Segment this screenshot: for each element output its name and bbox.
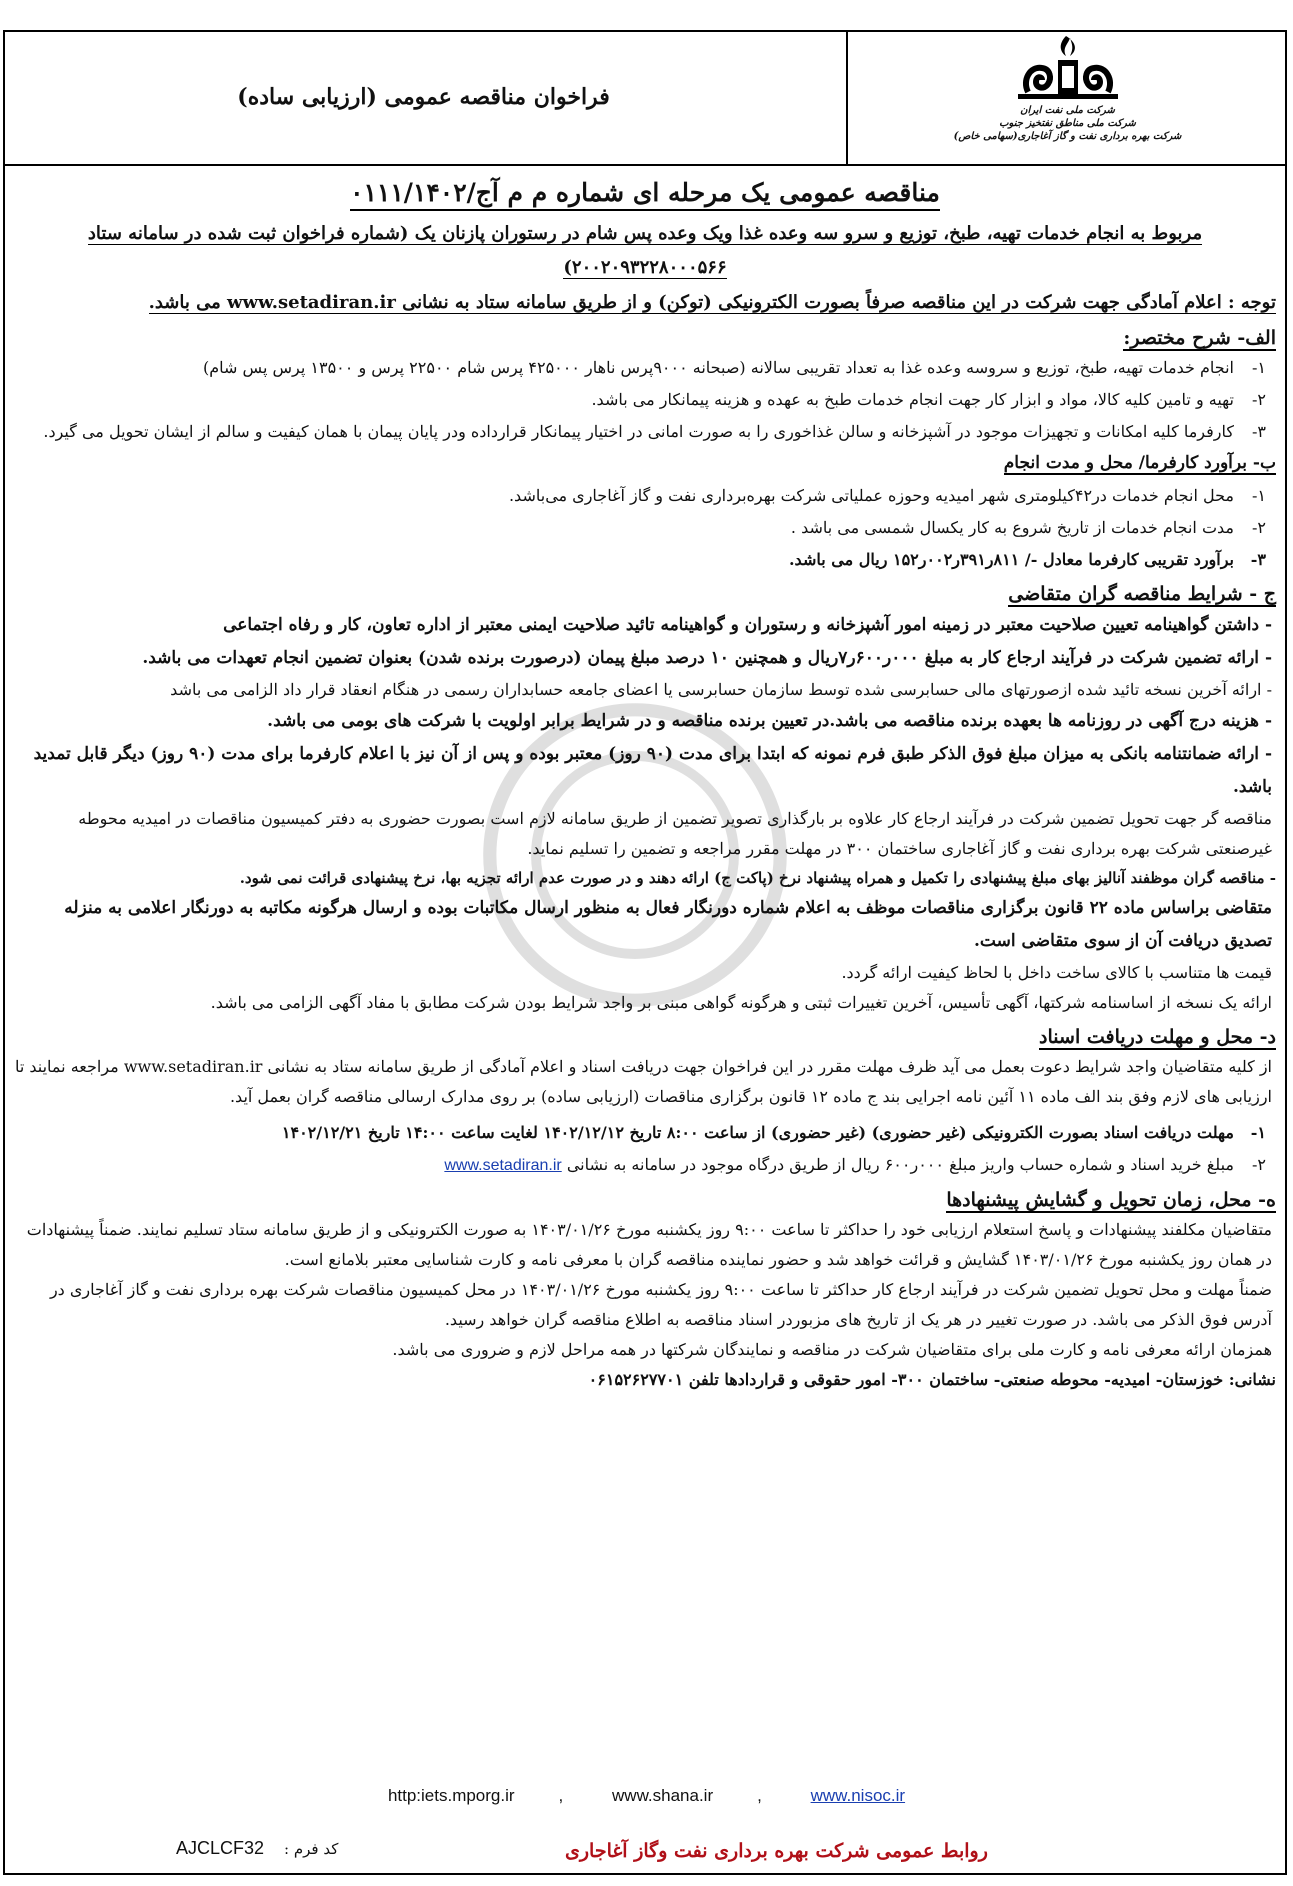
section-e-paragraph: ضمناً مهلت و محل تحویل تضمین شرکت در فرآیند ارجاع کار حداکثر تا ساعت ۹:۰۰ روز یکشنبه مورخ ۱۴۰۳/۰۱/۲۶ در محل کمیسیون مناقصات شرکت بهره برداری نفت و گاز آغاجاری در آدرس فوق الذکر می باشد. در صورت تغییر در هر یک از تاریخ های مزبوردر اسناد مناقصه به اطلاع مناقصه گران خواهد رسید. xyxy=(49,1280,1272,1329)
form-code-label: کد فرم : xyxy=(284,1840,339,1858)
section-e-paragraph: همزمان ارائه معرفی نامه و کارت ملی برای متقاضیان شرکت در مناقصه و نمایندگان شرکتها در همه مراحل لازم و ضروری می باشد. xyxy=(392,1340,1272,1359)
condition-line: - داشتن گواهینامه تعیین صلاحیت معتبر در زمینه امور آشپزخانه و رستوران و گواهینامه تائید صلاحیت ایمنی معتبر از اداره تعاون، کار و رفاه اجتماعی xyxy=(223,615,1272,635)
tender-subject: مربوط به انجام خدمات تهیه، طبخ، توزیع و سرو سه وعده غذا ویک وعده پس شام در رستوران پازنان یک (شماره فراخوان ثبت شده در سامانه ستاد ۲۰۰۲۰۹۳۲۲۸۰۰۰۵۶۶) xyxy=(87,223,1203,278)
condition-line: - ارائه تضمین شرکت در فرآیند ارجاع کار به مبلغ ۰۰۰ر۶۰۰ر۷ریال و همچنین ۱۰ درصد مبلغ پیمان (درصورت برنده شدن) بعنوان تضمین انجام تعهدات می باشد. xyxy=(142,648,1272,668)
address: نشانی: خوزستان- امیدیه- محوطه صنعتی- ساختمان ۳۰۰- امور حقوقی و قراردادها تلفن ۰۶۱۵۲۶۲۷۷۰۱ xyxy=(588,1370,1276,1389)
setadiran-link[interactable]: www.setadiran.ir xyxy=(444,1157,562,1174)
list-item: ۳- کارفرما کلیه امکانات و تجهیزات موجود در آشپزخانه و سالن غذاخوری را به صورت امانی در اختیار پیمانکار قرارداده ودر پایان پیمان با همان کیفیت و سالم از ایشان تحویل می گیرد. xyxy=(43,422,1266,441)
tender-title: مناقصه عمومی یک مرحله ای شماره م م آج/۰۱۱۱/۱۴۰۲ xyxy=(14,178,1276,207)
header xyxy=(3,30,1287,166)
header-title: فراخوان مناقصه عمومی (ارزیابی ساده) xyxy=(237,84,610,110)
list-item: ۱- انجام خدمات تهیه، طبخ، توزیع و سروسه وعده غذا به تعداد تقریبی سالانه (صبحانه ۹۰۰۰پرس ناهار ۴۲۵۰۰۰ پرس شام ۲۲۵۰۰ پرس و ۱۳۵۰۰ پرس پس شام) xyxy=(203,358,1266,377)
section-d-heading: د- محل و مهلت دریافت اسناد xyxy=(1039,1026,1276,1048)
condition-line: متقاضی براساس ماده ۲۲ قانون برگزاری مناقصات موظف به اعلام شماره دورنگار فعال به منظور ارسال مکاتبات بوده و ارسال هرگونه مکاتبه به دورنگار اعلامی به منزله تصدیق دریافت آن از سوی متقاضی است. xyxy=(64,898,1272,951)
list-item: ۲- مبلغ خرید اسناد و شماره حساب واریز مبلغ ۰۰۰ر۶۰۰ ریال از طریق درگاه موجود در سامانه به نشانی www.setadiran.ir xyxy=(444,1155,1266,1174)
notice: توجه : اعلام آمادگی جهت شرکت در این مناقصه صرفاً بصورت الکترونیکی (توکن) و از طریق سامانه ستاد به نشانی www.setadiran.ir می باشد. xyxy=(148,292,1276,313)
list-item: ۳- برآورد تقریبی کارفرما معادل -/ ۸۱۱ر۳۹۱ر۰۰۲ر۱۵۲ ریال می باشد. xyxy=(788,550,1266,569)
list-item: ۲- تهیه و تامین کلیه کالا، مواد و ابزار کار جهت انجام خدمات طبخ به عهده و هزینه پیمانکار می باشد. xyxy=(591,390,1266,409)
condition-line: - ارائه آخرین نسخه تائید شده ازصورتهای مالی حسابرسی شده توسط سازمان حسابرسی یا اعضای جامعه حسابداران رسمی در هنگام انعقاد قرار داد الزامی می باشد xyxy=(170,680,1272,699)
section-e-paragraph: متقاضیان مکلفند پیشنهادات و پاسخ استعلام ارزیابی خود را حداکثر تا ساعت ۹:۰۰ روز یکشنبه مورخ ۱۴۰۳/۰۱/۲۶ به صورت الکترونیکی و از طریق سامانه ستاد تسلیم نمایند. ضمناً پیشنهادات در همان روز یکشنبه مورخ ۱۴۰۳/۰۱/۲۶ گشایش و قرائت خواهد شد و حضور نماینده مناقصه گران با معرفی نامه و کارت شناسایی معتبر بلامانع است. xyxy=(26,1220,1272,1269)
link-separator: , xyxy=(757,1786,762,1805)
section-a-heading: الف- شرح مختصر: xyxy=(1123,327,1276,349)
mporg-link[interactable]: http:iets.mporg.ir xyxy=(387,1786,515,1805)
section-c-heading: ج - شرایط مناقصه گران متقاضی xyxy=(1008,583,1276,605)
condition-line: - مناقصه گران موظفند آنالیز بهای مبلغ پیشنهادی را تکمیل و همراه پیشنهاد نرخ (پاکت ج) ارائه دهند و در صورت عدم ارائه تجزیه بها، نرخ پیشنهادی قرائت نمی شود. xyxy=(239,869,1276,887)
condition-line: - ارائه ضمانتنامه بانکی به میزان مبلغ فوق الذکر طبق فرم نمونه که ابتدا برای مدت (۹۰ روز) معتبر بوده و پس از آن نیز با اعلام کارفرما برای مدت (۹۰ روز) دیگر قابل تمدید باشد. xyxy=(33,744,1272,797)
list-item: ۲- مدت انجام خدمات از تاریخ شروع به کار یکسال شمسی می باشد . xyxy=(790,518,1266,537)
condition-line: ارائه یک نسخه از اساسنامه شرکتها، آگهی تأسیس، آخرین تغییرات ثبتی و هرگونه گواهی مبنی بر واجد شرایط بودن شرکت مطابق با مفاد آگهی الزامی می باشد. xyxy=(210,993,1272,1012)
section-b-list xyxy=(14,481,1276,575)
form-code: AJCLCF32 xyxy=(176,1838,265,1858)
nioc-logo-icon xyxy=(1008,32,1128,104)
footer-links xyxy=(0,1786,1293,1806)
company-line-2: شرکت ملی مناطق نفتخیز جنوب xyxy=(999,118,1136,129)
section-d-list xyxy=(14,1118,1276,1181)
condition-line: مناقصه گر جهت تحویل تضمین شرکت در فرآیند ارجاع کار علاوه بر بارگذاری تصویر تضمین از طریق سامانه لازم است بصورت حضوری به دفتر کمیسیون مناقصات در امیدیه محوطه غیرصنعتی شرکت بهره برداری نفت و گاز آغاجاری ساختمان ۳۰۰ در مهلت مقرر مراجعه و تضمین را تسلیم نماید. xyxy=(78,809,1272,858)
section-e-heading: ه- محل، زمان تحویل و گشایش پیشنهادها xyxy=(946,1189,1276,1211)
list-item: ۱- محل انجام خدمات در۴۲کیلومتری شهر امیدیه وحوزه عملیاتی شرکت بهره‌برداری نفت و گاز آغاجاری می‌باشد. xyxy=(508,486,1266,505)
content xyxy=(14,174,1276,1395)
link-separator: , xyxy=(558,1786,564,1805)
condition-line: - هزینه درج آگهی در روزنامه ها بعهده برنده مناقصه می باشد.در تعیین برنده مناقصه و در شرایط برابر اولویت با شرکت های بومی می باشد. xyxy=(267,711,1272,731)
company-line-3: شرکت بهره برداری نفت و گاز آغاجاری(سهامی خاص) xyxy=(953,131,1182,142)
list-item: ۱- مهلت دریافت اسناد بصورت الکترونیکی (غیر حضوری) (غیر حضوری) از ساعت ۸:۰۰ تاریخ ۱۴۰۲/۱۲/۱۲ لغایت ساعت ۱۴:۰۰ تاریخ ۱۴۰۲/۱۲/۲۱ xyxy=(281,1123,1266,1142)
section-b-heading: ب- برآورد کارفرما/ محل و مدت انجام xyxy=(1003,453,1276,473)
nisoc-link[interactable]: www.nisoc.ir xyxy=(810,1786,906,1805)
company-line-1: شرکت ملی نفت ایران xyxy=(1020,105,1115,116)
public-relations-signature: روابط عمومی شرکت بهره برداری نفت وگاز آغاجاری xyxy=(565,1840,988,1862)
condition-line: قیمت ها متناسب با کالای ساخت داخل با لحاظ کیفیت ارائه گردد. xyxy=(841,963,1272,982)
section-d-intro: از کلیه متقاضیان واجد شرایط دعوت بعمل می آید ظرف مهلت مقرر در این فراخوان جهت دریافت اسناد و اعلام آمادگی از طریق سامانه ستاد به نشانی www.setadiran.ir مراجعه نمایند تا ارزیابی های لازم وفق بند الف ماده ۱۱ آئین نامه اجرایی بند ج ماده ۱۲ قانون برگزاری مناقصات (ارزیابی ساده) بر روی مدارک ارسالی مناقصه گران بعمل آید. xyxy=(14,1057,1272,1106)
section-a-list xyxy=(14,353,1276,447)
company-logo-cell xyxy=(846,30,1287,164)
shana-link[interactable]: www.shana.ir xyxy=(612,1786,714,1805)
